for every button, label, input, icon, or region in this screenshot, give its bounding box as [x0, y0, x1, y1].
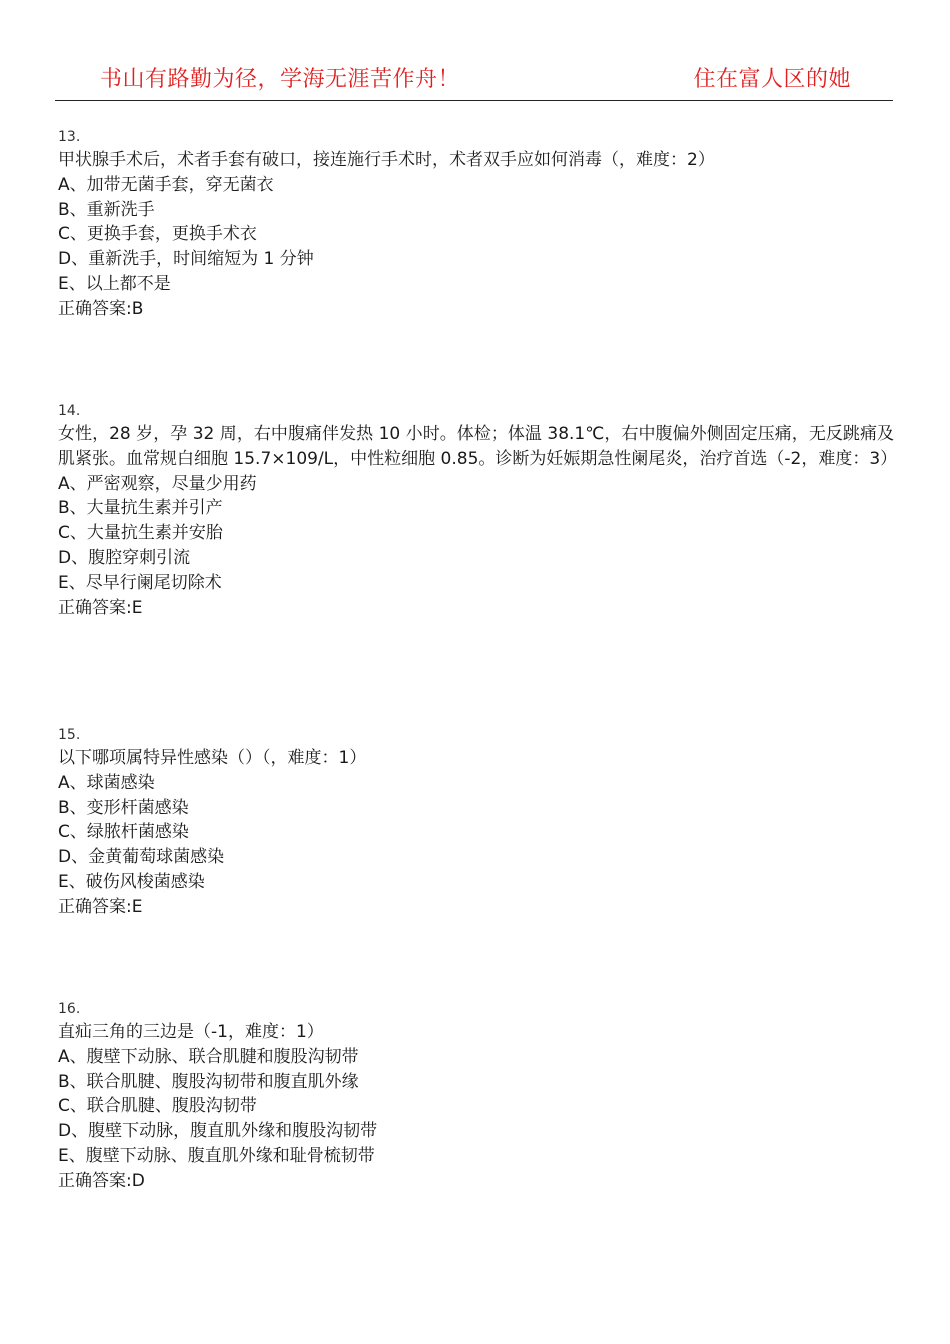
question-number: 13. [58, 129, 81, 145]
option-a: A、加带无菌手套，穿无菌衣 [58, 174, 274, 195]
question-number: 14. [58, 403, 81, 419]
option-c: C、联合肌腱、腹股沟韧带 [58, 1096, 257, 1117]
option-e: E、尽早行阑尾切除术 [58, 572, 222, 593]
question-stem: 以下哪项属特异性感染（）（，难度：1） [58, 748, 367, 768]
question-15 [58, 726, 894, 920]
option-c: C、绿脓杆菌感染 [58, 822, 189, 843]
correct-answer: 正确答案:E [58, 597, 143, 618]
question-number: 16. [58, 1001, 81, 1017]
option-d: D、腹壁下动脉，腹直肌外缘和腹股沟韧带 [58, 1121, 378, 1142]
option-a: A、球菌感染 [58, 772, 155, 793]
page-header [55, 0, 893, 101]
option-b: B、变形杆菌感染 [58, 797, 189, 818]
correct-answer: 正确答案:E [58, 896, 143, 917]
option-e: E、以上都不是 [58, 273, 171, 294]
correct-answer: 正确答案:D [58, 1170, 145, 1191]
question-number: 15. [58, 727, 81, 743]
option-b: B、大量抗生素并引产 [58, 498, 223, 519]
header-motto: 书山有路勤为径，学海无涯苦作舟！ [100, 67, 461, 92]
question-stem: 直疝三角的三边是（-1，难度：1） [58, 1022, 324, 1042]
option-d: D、重新洗手，时间缩短为 1 分钟 [58, 249, 314, 270]
option-c: C、更换手套，更换手术衣 [58, 224, 257, 245]
option-c: C、大量抗生素并安胎 [58, 523, 223, 544]
option-a: A、严密观察，尽量少用药 [58, 473, 257, 494]
option-a: A、腹壁下动脉、联合肌腱和腹股沟韧带 [58, 1046, 359, 1067]
question-13 [58, 128, 894, 322]
option-d: D、腹腔穿刺引流 [58, 547, 191, 568]
option-b: B、重新洗手 [58, 199, 155, 220]
option-e: E、腹壁下动脉、腹直肌外缘和耻骨梳韧带 [58, 1145, 375, 1166]
header-author: 住在富人区的她 [693, 67, 851, 92]
option-e: E、破伤风梭菌感染 [58, 871, 205, 892]
option-d: D、金黄葡萄球菌感染 [58, 847, 225, 868]
correct-answer: 正确答案:B [58, 298, 144, 319]
question-stem: 甲状腺手术后，术者手套有破口，接连施行手术时，术者双手应如何消毒（，难度：2） [58, 150, 715, 170]
question-16 [58, 1000, 894, 1194]
question-stem: 女性，28 岁，孕 32 周，右中腹痛伴发热 10 小时。体检；体温 38.1℃，右中腹偏外侧固定压痛，无反跳痛及肌紧张。血常规白细胞 15.7×109/L，中性粒细胞 0.85。诊断为妊娠期急性阑尾炎，治疗首选（-2，难度：3） [58, 424, 898, 469]
option-b: B、联合肌腱、腹股沟韧带和腹直肌外缘 [58, 1071, 359, 1092]
question-14 [58, 402, 898, 620]
